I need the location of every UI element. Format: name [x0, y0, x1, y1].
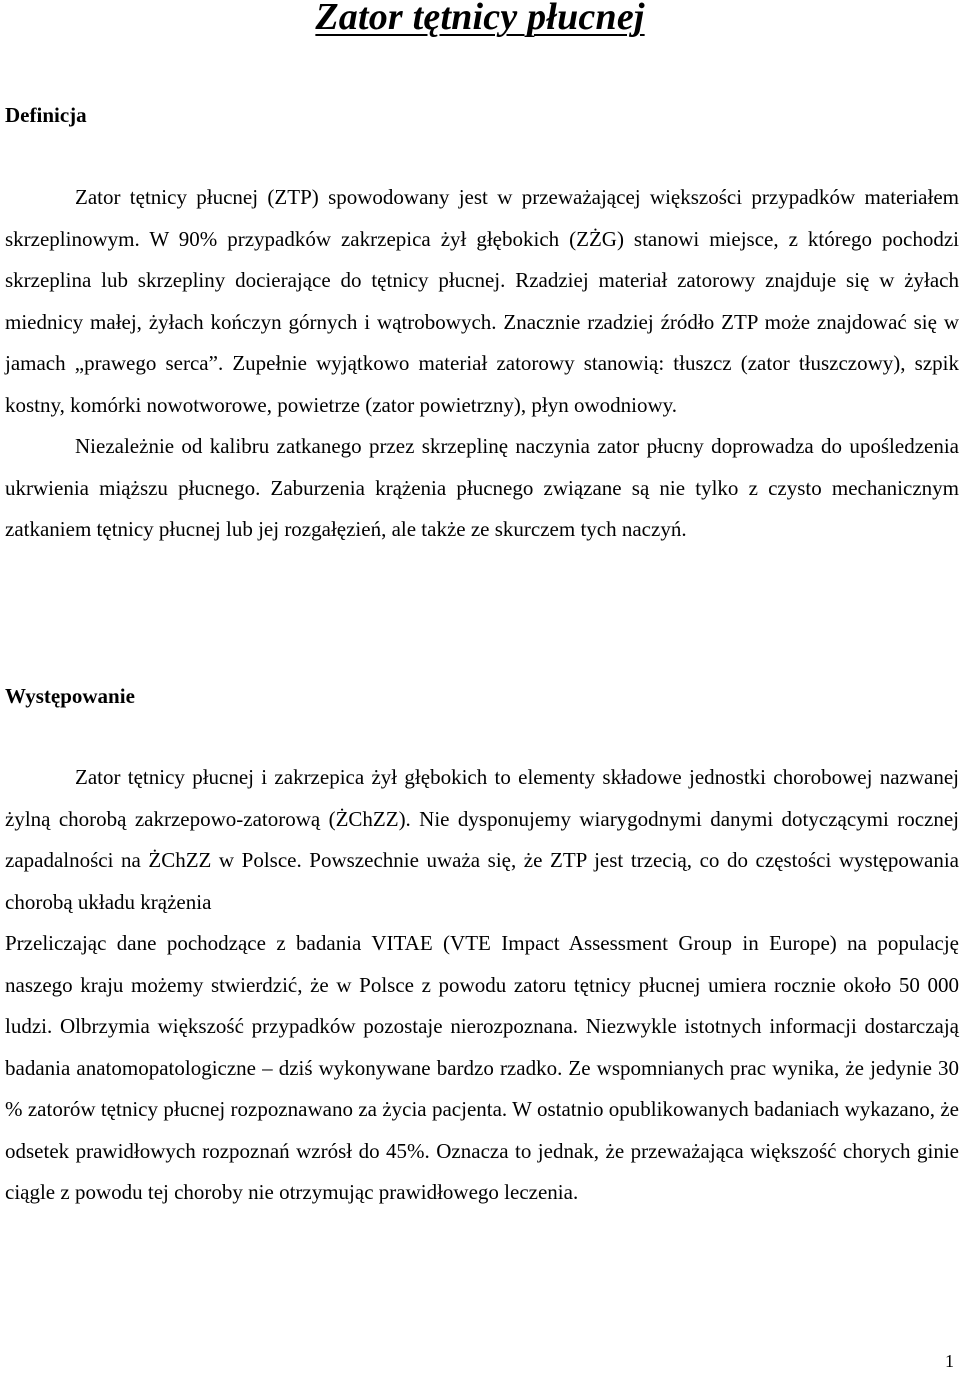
section-heading-definition: Definicja	[5, 103, 87, 127]
page-number: 1	[945, 1351, 954, 1371]
paragraph: Przeliczając dane pochodzące z badania VITAE (VTE Impact Assessment Group in Europe) na populację naszego kraju możemy stwierdzić, że w Polsce z powodu zatoru tętnicy płucnej umiera rocznie około 50 000 ludzi. Olbrzymia większość przypadków pozostaje nierozpoznana. Niezwykle istotnych informacji dostarczają badania anatomopatologiczne – dziś wykonywane bardzo rzadko. Ze wspomnianych prac wynika, że jedynie 30 % zatorów tętnicy płucnej rozpoznawano za życia pacjenta. W ostatnio opublikowanych badaniach wykazano, że odsetek prawidłowych rozpoznań wzrósł do 45%. Oznacza to jednak, że przeważająca większość chorych ginie ciągle z powodu tej choroby nie otrzymując prawidłowego leczenia.	[5, 931, 959, 1204]
section-definition-body	[5, 177, 959, 551]
section-heading-occurrence: Występowanie	[5, 684, 135, 708]
paragraph: Zator tętnicy płucnej (ZTP) spowodowany jest w przeważającej większości przypadków materiałem skrzeplinowym. W 90% przypadków zakrzepica żył głębokich (ZŻG) stanowi miejsce, z którego pochodzi skrzeplina lub skrzepliny docierające do tętnicy płucnej. Rzadziej materiał zatorowy znajduje się w żyłach miednicy małej, żyłach kończyn górnych i wątrobowych. Znacznie rzadziej źródło ZTP może znajdować się w jamach „prawego serca”. Zupełnie wyjątkowo materiał zatorowy stanowią: tłuszcz (zator tłuszczowy), szpik kostny, komórki nowotworowe, powietrze (zator powietrzny), płyn owodniowy.	[5, 185, 959, 417]
section-occurrence-body	[5, 757, 959, 1214]
paragraph: Niezależnie od kalibru zatkanego przez skrzeplinę naczynia zator płucny doprowadza do upośledzenia ukrwienia miąższu płucnego. Zaburzenia krążenia płucnego związane są nie tylko z czysto mechanicznym zatkaniem tętnicy płucnej lub jej rozgałęzień, ale także ze skurczem tych naczyń.	[5, 434, 959, 541]
paragraph: Zator tętnicy płucnej i zakrzepica żył głębokich to elementy składowe jednostki chorobowej nazwanej żylną chorobą zakrzepowo-zatorową (ŻChZZ). Nie dysponujemy wiarygodnymi danymi dotyczącymi rocznej zapadalności na ŻChZZ w Polsce. Powszechnie uważa się, że ZTP jest trzecią, co do częstości występowania chorobą układu krążenia	[5, 765, 959, 914]
document-title: Zator tętnicy płucnej	[315, 0, 645, 38]
